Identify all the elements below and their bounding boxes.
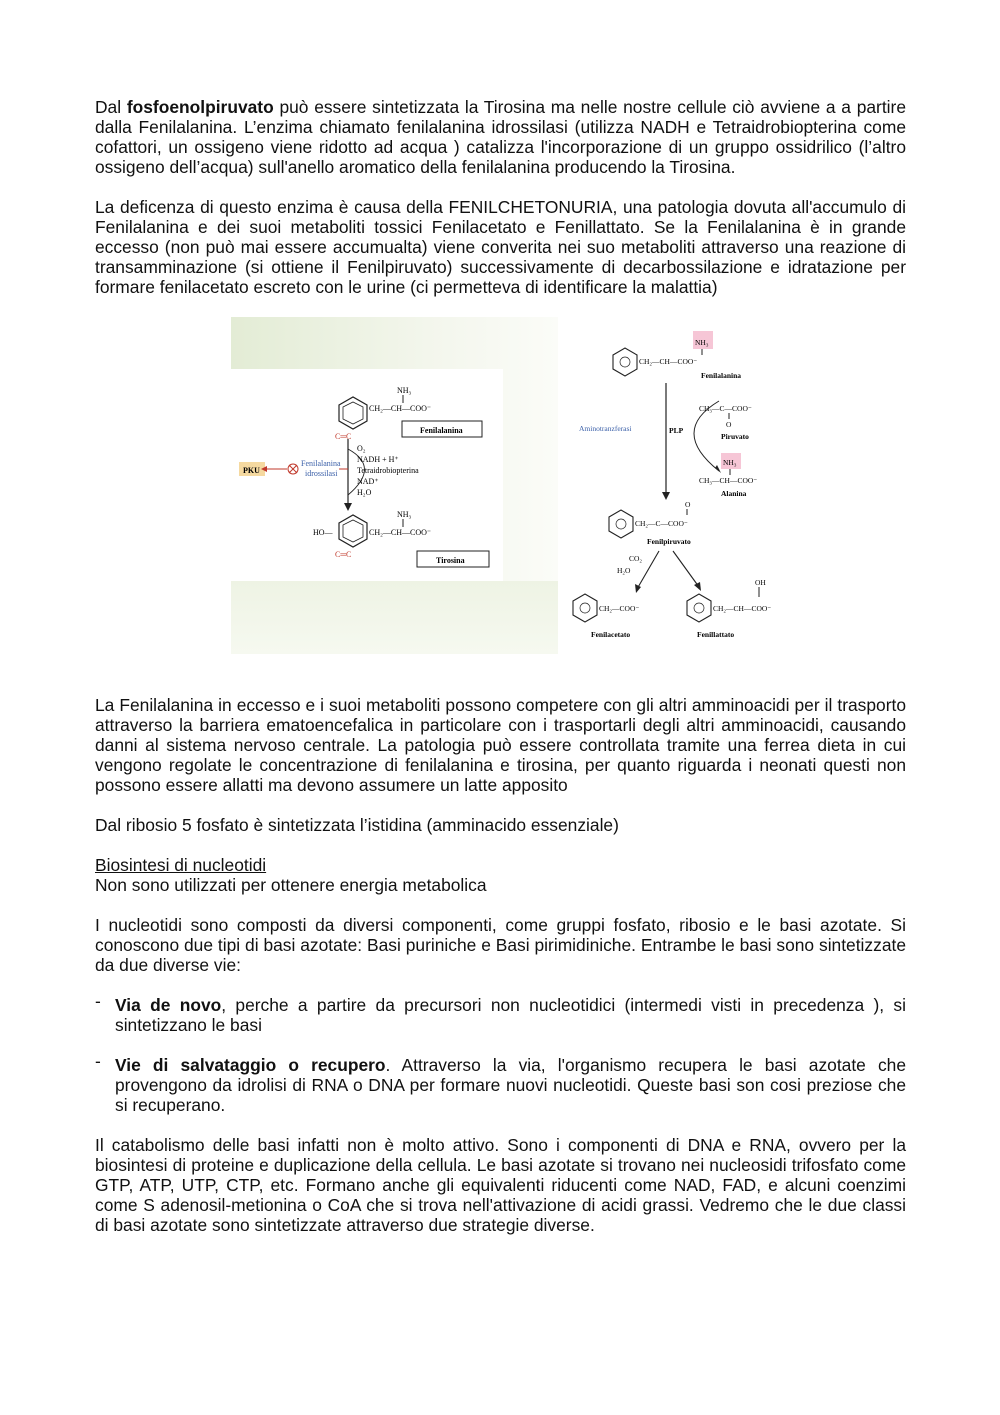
co2-label: CO₂ bbox=[629, 554, 643, 563]
tyrosine-structure bbox=[313, 510, 431, 559]
document-page bbox=[95, 97, 906, 1235]
label-phenyllactate: Fenillattato bbox=[697, 630, 735, 639]
nh3-bottom: NH₃ bbox=[397, 510, 412, 519]
cofactor-thb: Tetraidrobiopterina bbox=[357, 466, 419, 475]
pyruvate-o: O bbox=[726, 420, 732, 429]
paragraph-energy: Non sono utilizzati per ottenere energia metabolica bbox=[95, 875, 487, 895]
nh3-ala: NH₃ bbox=[723, 458, 737, 467]
label-phenylpyruvate: Fenilpiruvato bbox=[647, 537, 691, 546]
h2o-label: H₂O bbox=[617, 566, 631, 575]
oh-label: OH bbox=[755, 578, 766, 587]
cofactor-nad: NAD⁺ bbox=[357, 477, 379, 486]
alanine-formula: CH₃—CH—COO⁻ bbox=[699, 476, 758, 485]
label-fenilalanina: Fenilalanina bbox=[420, 426, 463, 435]
paragraph-pku: La deficenza di questo enzima è causa della FENILCHETONURIA, una patologia dovuta all'accumulo di Fenilalanina e dei suoi metaboliti tossici Fenilacetato e Fenillattato. Se la Fenilalanina è in grande eccesso (non può mai essere accumualta) viene converita nei suo metaboliti attraverso una reazione di transamminazione (si ottiene il Fenilpiruvato) successivamente di decarbossilazione e idratazione per formare fenilacetato escreto con le urine (ci permetteva di identificare la malattia) bbox=[95, 197, 906, 297]
chain-phe: CH₂—CH—COO⁻ bbox=[639, 357, 698, 366]
phenylpyruvate-formula: CH₂—C—COO⁻ bbox=[635, 519, 688, 528]
phenyllactate-formula: CH₂—CH—COO⁻ bbox=[713, 604, 772, 613]
phenylalanine-metabolism-figure bbox=[95, 317, 906, 657]
pyruvate-formula: CH₃—C—COO⁻ bbox=[699, 404, 752, 413]
cofactor-nadh: NADH + H⁺ bbox=[357, 455, 399, 464]
enzyme-name-1: Fenilalanina bbox=[301, 459, 341, 468]
paragraph-histidine: Dal ribosio 5 fosfato è sintetizzata l’istidina (amminacido essenziale) bbox=[95, 815, 619, 835]
ring-label-bottom: C═C bbox=[335, 550, 352, 559]
paragraph-tyrosine: Dal fosfoenolpiruvato può essere sintetizzata la Tirosina ma nelle nostre cellule ciò avviene a a partire dalla Fenilalanina. L’enzima chiamato fenilalanina idrossilasi (utilizza NADH e Tetraidrobiopterina come cofattori, un ossigeno viene ridotto ad acqua ) catalizza l'incorporazione di un gruppo ossidrilico (l’altro ossigeno dell’acqua) sull'anello aromatico della fenilalanina producendo la Tirosina. bbox=[95, 97, 906, 177]
phenylpyruvate-o: O bbox=[685, 500, 691, 509]
list-item: - Via de novo, perche a partire da precursori non nucleotidici (intermedi visti in precedenza ), si sintetizzano le basi bbox=[95, 991, 906, 1035]
paragraph-competition: La Fenilalanina in eccesso e i suoi metaboliti possono competere con gli altri amminoacidi per il trasporto attraverso la barriera ematoencefalica in particolare con i trasportarli degli altri amminoacidi, causando danni al sistema nervoso centrale. La patologia può essere controllata tramite una ferrea dieta in cui vengono regolate le concentrazione di fenilalanina e tirosina, per quanto riguarda i neonati questi non possono essere allatti ma devono assumere un latte apposito bbox=[95, 695, 906, 795]
pku-label: PKU bbox=[243, 466, 260, 475]
label-phe: Fenilalanina bbox=[701, 371, 742, 380]
chain-top: CH₂—CH—COO⁻ bbox=[369, 404, 432, 413]
list-item: - Vie di salvataggio o recupero. Attraverso la via, l'organismo recupera le basi azotate che provengono da idrolisi di RNA o DNA per formare nuovi nucleotidi. Queste basi son cosi preziose che si recuperano. bbox=[95, 1051, 906, 1115]
nh3-phe: NH₃ bbox=[695, 338, 709, 347]
phenylacetate-formula: CH₂—COO⁻ bbox=[599, 604, 640, 613]
label-tirosina: Tirosina bbox=[436, 556, 465, 565]
chain-bottom: CH₂—CH—COO⁻ bbox=[369, 528, 432, 537]
paragraph-catabolism: Il catabolismo delle basi infatti non è molto attivo. Sono i componenti di DNA e RNA, ovvero per la biosintesi di proteine e duplicazione della cellula. Le basi azotate si trovano nei nucleosidi trifosfato come GTP, ATP, UTP, CTP, etc. Formano anche gli equivalenti riducenti come NAD, FAD, e alcuni coenzimi come S adenosil-metionina o CoA che si trova nell'attivazione di acidi grassi. Vedremo che le due classi di basi azotate sono sintetizzate attraverso due strategie diverse. bbox=[95, 1135, 906, 1235]
nh3-top: NH₃ bbox=[397, 386, 412, 395]
hydroxylase-panel bbox=[231, 317, 558, 654]
label-alanine: Alanina bbox=[721, 489, 747, 498]
label-pyruvate: Piruvato bbox=[721, 432, 749, 441]
cofactor-o2: O₂ bbox=[357, 444, 366, 453]
paragraph-nucleotides: I nucleotidi sono composti da diversi componenti, come gruppi fosfato, ribosio e le basi azotate. Si conoscono due tipi di basi azotate: Basi puriniche e Basi pirimidiniche. Entrambe le basi sono sintetizzate da due diverse vie: bbox=[95, 915, 906, 975]
cofactor-h2o: H₂O bbox=[357, 488, 372, 497]
section-heading: Biosintesi di nucleotidi bbox=[95, 855, 267, 875]
plp-label: PLP bbox=[669, 426, 684, 435]
enzyme-name-2: idrossilasi bbox=[305, 469, 338, 478]
ho-group: HO— bbox=[313, 528, 333, 537]
aminotransferase-label: Aminotranzferasi bbox=[579, 424, 632, 433]
label-phenylacetate: Fenilacetato bbox=[591, 630, 631, 639]
transamination-panel bbox=[569, 331, 812, 654]
ring-label-top: C═C bbox=[335, 432, 352, 441]
pathway-list bbox=[95, 991, 906, 1115]
